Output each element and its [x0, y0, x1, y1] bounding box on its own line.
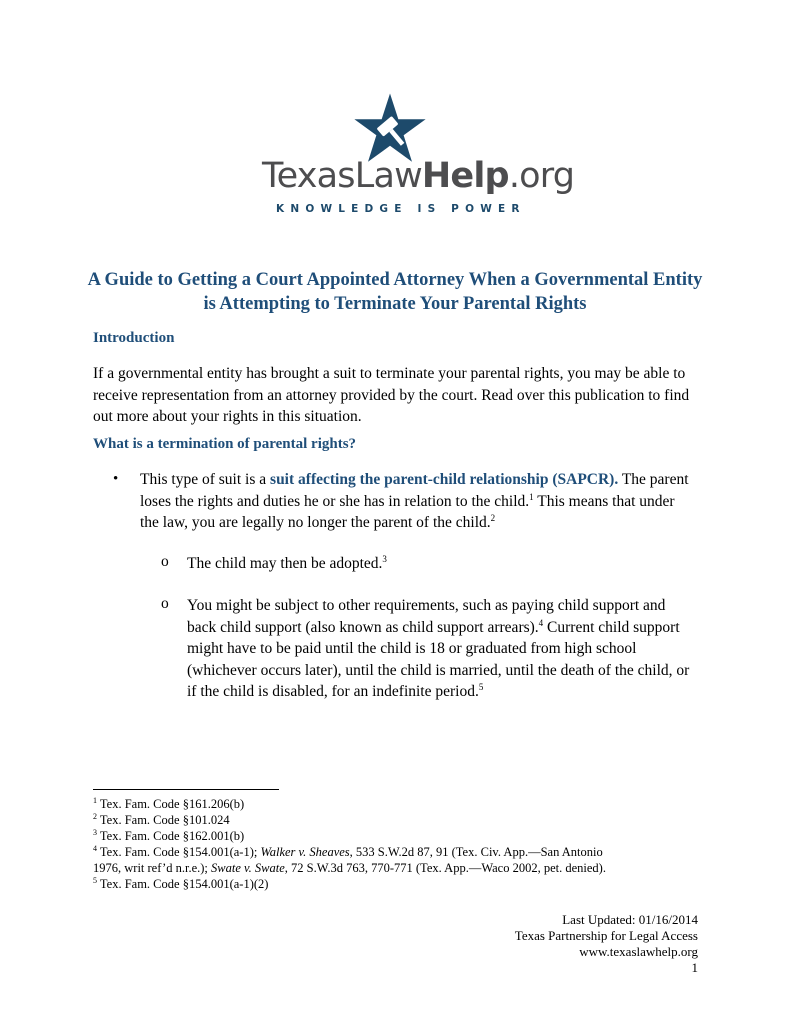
- sapcr-highlight: suit affecting the parent-child relationship (SAPCR).: [270, 471, 619, 488]
- text-line: (whichever occurs later), until the child is married, until the death of the child, or: [187, 661, 690, 679]
- footnote: $^1$ Tex. Fam. Code §161.206(b): [93, 796, 245, 811]
- footnote: $^2$ Tex. Fam. Code §101.024: [93, 812, 230, 827]
- sub-bullet-marker: o: [161, 553, 169, 570]
- intro-paragraph: [93, 363, 713, 428]
- footnote-ref: 2: [490, 513, 496, 523]
- page-number: 1: [691, 960, 698, 975]
- bullet-paragraph: [140, 469, 720, 534]
- footnote: $^3$ Tex. Fam. Code §162.001(b): [93, 828, 245, 843]
- star-gavel-icon: [352, 92, 428, 164]
- text-line: The child may then be adopted.$^3$: [187, 554, 387, 572]
- text-line: the law, you are legally no longer the parent of the child.$^2$: [140, 513, 496, 531]
- logo-wordmark: TexasLawHelp.org: [262, 156, 575, 196]
- footnote: $^5$ Tex. Fam. Code §154.001(a-1)(2): [93, 876, 269, 891]
- document-title: [60, 268, 730, 316]
- bullet-marker: •: [113, 471, 119, 487]
- section-heading-termination: What is a termination of parental rights?: [93, 436, 357, 452]
- texaslawhelp-logo: [262, 92, 575, 222]
- footnote-ref: 1: [529, 491, 534, 502]
- page-footer: [515, 912, 698, 976]
- text-line: might have to be paid until the child is 18 or graduated from high school: [187, 640, 637, 657]
- text-line: This type of suit is a suit affecting the parent-child relationship (SAPCR). The parent: [140, 471, 689, 488]
- sub-bullet-paragraph: [187, 553, 717, 575]
- text-line: back child support (also known as child support arrears).$^4$ Current child support: [187, 617, 680, 636]
- text-line: loses the rights and duties he or she has in relation to the child.$^1$ This means that under: [140, 491, 675, 510]
- text-line: receive representation from an attorney provided by the court. Read over this publication to find: [93, 386, 690, 404]
- section-heading-introduction: Introduction: [93, 330, 175, 346]
- last-updated: Last Updated: 01/16/2014: [562, 912, 698, 927]
- footnote-ref: 3: [382, 554, 387, 564]
- logo-tagline: KNOWLEDGE IS POWER: [276, 203, 526, 215]
- organization-name: Texas Partnership for Legal Access: [514, 928, 698, 943]
- sub-bullet-marker: o: [161, 595, 169, 612]
- title-line: is Attempting to Terminate Your Parental Rights: [203, 294, 587, 314]
- website-url: www.texaslawhelp.org: [579, 944, 698, 959]
- text-line: If a governmental entity has brought a suit to terminate your parental rights, you may be able to: [93, 365, 686, 382]
- footnote-separator: [93, 789, 279, 790]
- footnote-ref: 5: [478, 682, 484, 692]
- footnote-ref: 4: [538, 617, 544, 628]
- text-line: You might be subject to other requirements, such as paying child support and: [187, 597, 666, 614]
- text-line: if the child is disabled, for an indefinite period.$^5$: [187, 682, 484, 700]
- footnote-continuation: 1976, writ ref’d n.r.e.); Swate v. Swate, 72 S.W.3d 763, 770-771 (Tex. App.—Waco 2002, pet. denied).: [93, 861, 606, 875]
- title-line: A Guide to Getting a Court Appointed Attorney When a Governmental Entity: [87, 270, 703, 290]
- text-line: out more about your rights in this situation.: [93, 408, 362, 425]
- footnotes: [93, 796, 713, 892]
- footnote: $^4$ Tex. Fam. Code §154.001(a-1); Walker v. Sheaves, 533 S.W.2d 87, 91 (Tex. Civ. App.—San Antonio: [93, 844, 603, 859]
- sub-bullet-paragraph: [187, 595, 717, 703]
